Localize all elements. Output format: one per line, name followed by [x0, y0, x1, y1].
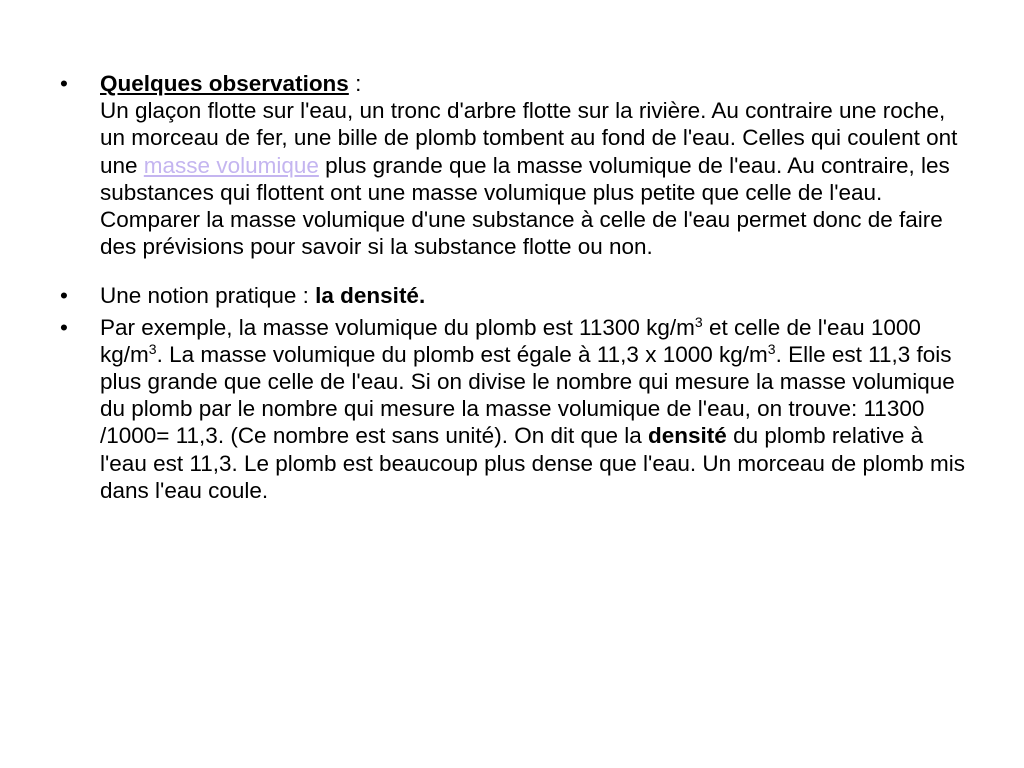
superscript-3: 3 [767, 340, 776, 357]
superscript-3: 3 [148, 340, 157, 357]
example-text-1: Par exemple, la masse volumique du plomb est 11300 kg/m [100, 314, 695, 340]
bullet-marker: • [60, 314, 68, 340]
observations-text-1: Un glaçon flotte sur l'eau, un tronc d'arbre flotte sur la rivière. Au contraire une roche, un morceau de fer, une bille de plomb tombent au fond de l'eau. Celles qui coulent ont une [100, 98, 958, 178]
example-text-3: . La masse volumique du plomb est égale à 11,3 x 1000 kg/m [156, 341, 768, 367]
bullet-example [60, 314, 965, 504]
example-text-5: du plomb relative à l'eau est 11,3. Le plomb est beaucoup plus dense que l'eau. Un morceau de plomb mis dans l'eau coule. [100, 423, 965, 503]
observations-heading: Quelques observations [100, 71, 349, 96]
masse-volumique-link[interactable]: masse volumique [143, 152, 319, 178]
superscript-3: 3 [694, 313, 703, 330]
example-text-4: . Elle est 11,3 fois plus grande que celle de l'eau. Si on divise le nombre qui mesure la masse volumique du plomb par le nombre qui mesure la masse volumique de l'eau, on trouve: 11300 /1000= 11,3. (Ce nombre est sans unité). On dit que la [100, 341, 955, 449]
notion-prefix: Une notion pratique : [100, 283, 316, 309]
observations-heading-suffix: : [348, 71, 362, 96]
densite-bold: densité [648, 423, 727, 449]
bullet-marker: • [60, 71, 68, 96]
notion-bold: la densité. [315, 283, 426, 309]
bullet-marker: • [60, 283, 68, 309]
bullet-observations [60, 70, 965, 260]
observations-text-1-end: plus grande que la masse volumique de l'eau. Au contraire, les substances qui flottent ont une masse volumique plus petite que celle de l'eau. [100, 152, 950, 205]
example-text-2: et celle de l'eau 1000 kg/m [100, 314, 921, 367]
bullet-notion [60, 282, 965, 309]
observations-text-2: Comparer la masse volumique d'une substance à celle de l'eau permet donc de faire des prévisions pour savoir si la substance flotte ou non. [100, 207, 943, 260]
bullet-list [60, 70, 965, 504]
